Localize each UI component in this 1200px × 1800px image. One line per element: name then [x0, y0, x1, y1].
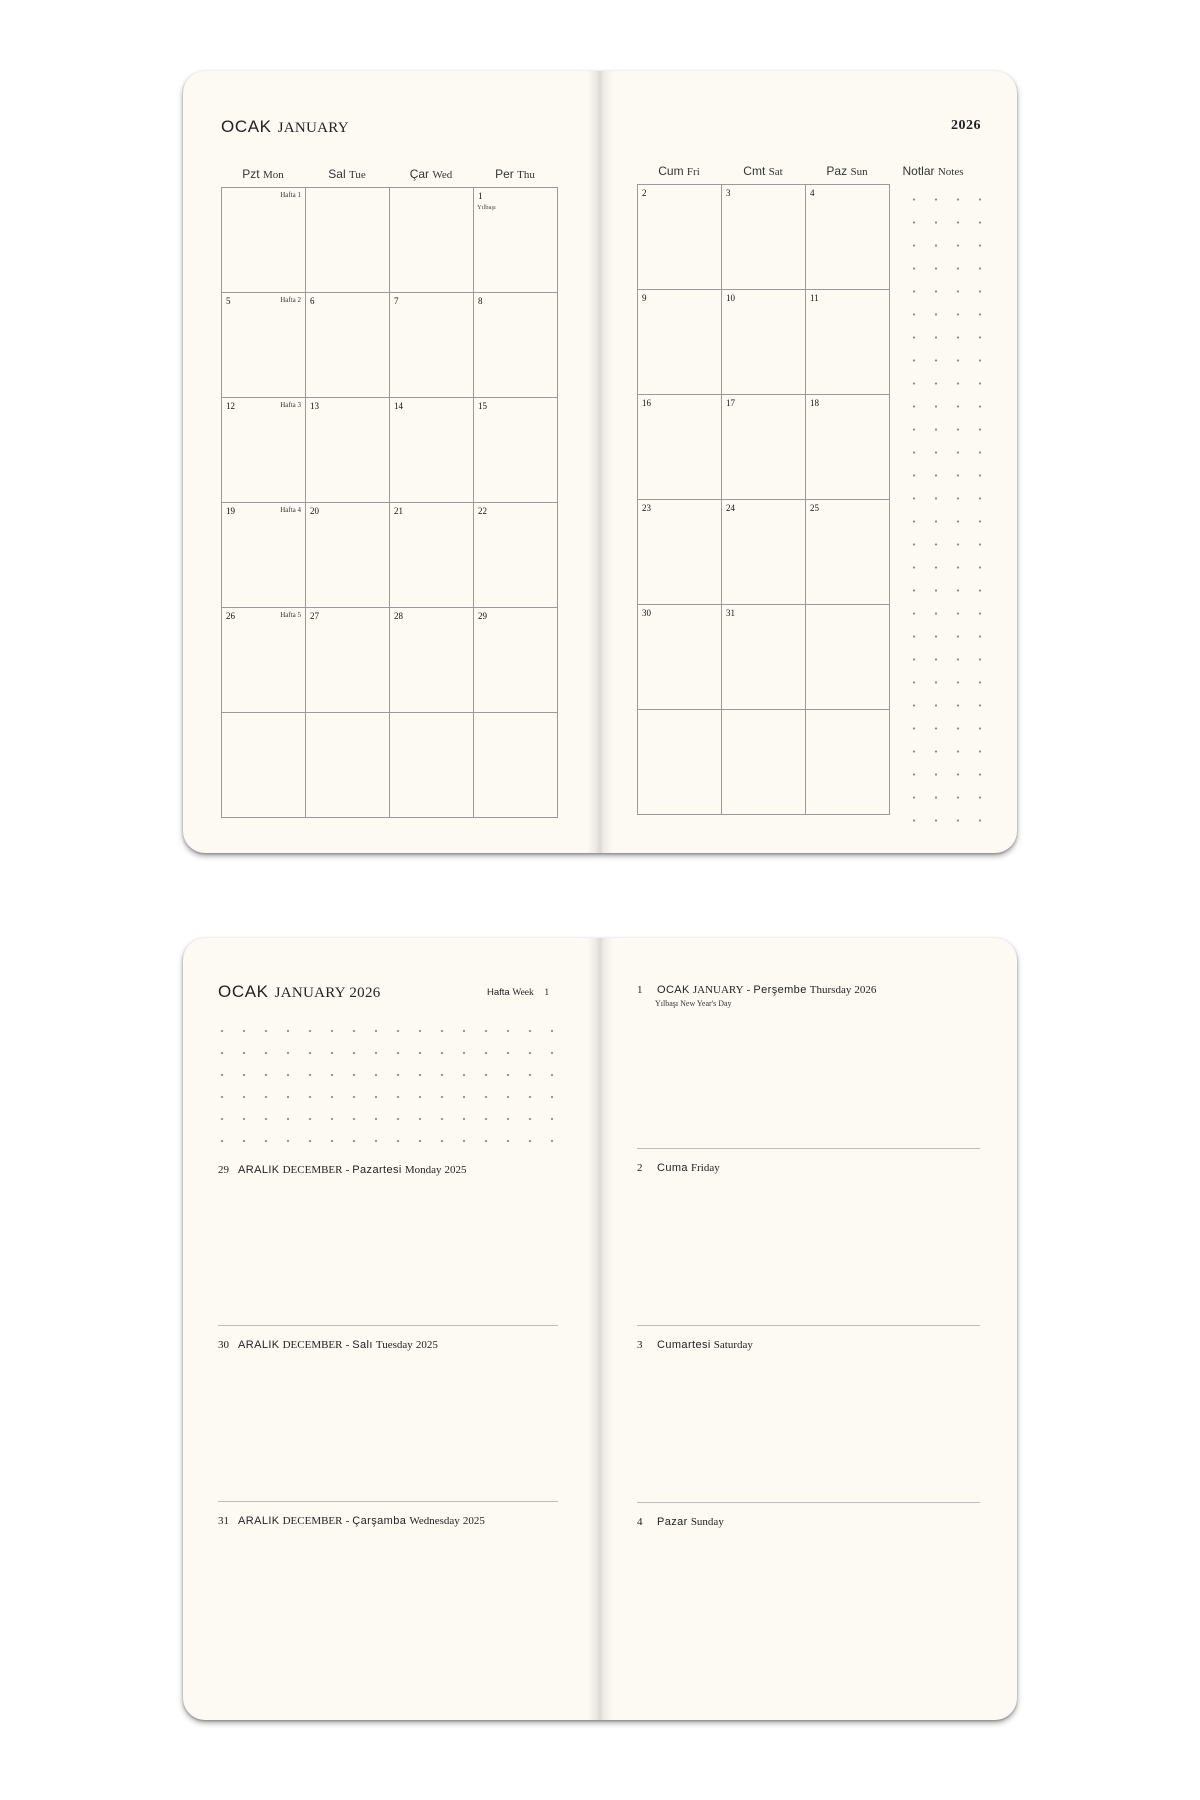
day-number: 30 — [642, 608, 651, 618]
calendar-day-cell[interactable] — [722, 185, 806, 290]
calendar-day-cell[interactable] — [722, 500, 806, 605]
day-entry-weekday-en: Sunday — [690, 1516, 724, 1528]
day-number: 12 — [226, 401, 235, 411]
day-entry-month-en: DECEMBER — [282, 1164, 343, 1176]
day-entry-weekday-en: Saturday — [713, 1339, 753, 1351]
calendar-day-cell[interactable] — [474, 713, 558, 818]
notes-header-tr: Notlar — [902, 164, 935, 178]
day-entry-year: 2025 — [415, 1339, 438, 1351]
day-entry-heading[interactable] — [218, 1164, 467, 1176]
calendar-day-cell[interactable] — [306, 713, 390, 818]
day-entry-heading[interactable] — [218, 1339, 438, 1351]
week-number: 1 — [544, 988, 550, 998]
book-gutter — [587, 938, 613, 1720]
day-header-en: Tue — [348, 169, 366, 181]
weekly-title-en: JANUARY 2026 — [274, 985, 381, 1001]
calendar-day-cell[interactable] — [390, 293, 474, 398]
calendar-day-cell[interactable] — [222, 293, 306, 398]
day-number: 27 — [310, 611, 319, 621]
day-entry-month-en: DECEMBER — [282, 1515, 343, 1527]
day-entry-number: 31 — [218, 1515, 229, 1527]
calendar-day-cell[interactable] — [474, 398, 558, 503]
day-entry-separator: - — [345, 1339, 350, 1351]
day-entry-separator: - — [345, 1515, 350, 1527]
day-number: 3 — [726, 188, 731, 198]
day-entry-heading[interactable] — [637, 1339, 753, 1351]
day-entry-weekday-en: Wednesday — [409, 1515, 460, 1527]
right-month-grid — [637, 184, 890, 815]
day-number: 9 — [642, 293, 647, 303]
day-divider — [218, 1501, 558, 1502]
day-number: 23 — [642, 503, 651, 513]
day-header-en: Fri — [686, 166, 700, 178]
day-header — [221, 167, 305, 181]
day-header-tr: Per — [495, 167, 514, 181]
day-header-en: Wed — [432, 169, 453, 181]
day-entry-year: 2026 — [854, 984, 877, 996]
day-header-en: Sat — [768, 166, 783, 178]
day-entry-weekday-tr: Salı — [352, 1339, 373, 1351]
calendar-day-cell[interactable] — [806, 395, 890, 500]
day-number: 2 — [642, 188, 647, 198]
calendar-day-cell[interactable] — [806, 185, 890, 290]
day-header — [473, 167, 557, 181]
day-entry-number: 4 — [637, 1516, 643, 1528]
calendar-day-cell[interactable] — [222, 608, 306, 713]
day-number: 22 — [478, 506, 487, 516]
day-number: 7 — [394, 296, 399, 306]
day-entry-year: 2025 — [444, 1164, 467, 1176]
day-entry-heading[interactable] — [637, 1162, 720, 1174]
calendar-day-cell[interactable] — [222, 713, 306, 818]
week-number-label: Hafta 1 — [280, 191, 301, 199]
calendar-day-cell[interactable] — [474, 188, 558, 293]
day-divider — [637, 1148, 980, 1149]
day-header — [805, 164, 889, 178]
day-header-en: Thu — [517, 169, 535, 181]
day-divider — [637, 1325, 980, 1326]
year-label: 2026 — [951, 118, 981, 133]
day-number: 29 — [478, 611, 487, 621]
calendar-day-cell[interactable] — [722, 395, 806, 500]
week-number-label: Hafta 5 — [280, 611, 301, 619]
calendar-day-cell[interactable] — [306, 398, 390, 503]
day-entry-weekday-tr: Cuma — [657, 1162, 688, 1174]
calendar-day-cell[interactable] — [390, 503, 474, 608]
day-number: 17 — [726, 398, 735, 408]
week-label-tr: Hafta — [487, 987, 510, 998]
day-entry-weekday-tr: Perşembe — [753, 984, 807, 996]
calendar-day-cell[interactable] — [806, 605, 890, 710]
day-entry-number: 2 — [637, 1162, 643, 1174]
notes-dot-grid — [903, 188, 991, 828]
calendar-day-cell[interactable] — [474, 503, 558, 608]
day-number: 5 — [226, 296, 231, 306]
day-header-tr: Pzt — [242, 167, 260, 181]
calendar-day-cell[interactable] — [638, 185, 722, 290]
day-number: 21 — [394, 506, 403, 516]
day-number: 13 — [310, 401, 319, 411]
day-number: 10 — [726, 293, 735, 303]
day-entry-separator: - — [345, 1164, 350, 1176]
holiday-note: Yılbaşı — [477, 204, 496, 211]
calendar-day-cell[interactable] — [390, 188, 474, 293]
calendar-day-cell[interactable] — [722, 605, 806, 710]
day-header — [305, 167, 389, 181]
day-header-tr: Sal — [328, 167, 346, 181]
day-header-en: Mon — [262, 169, 284, 181]
day-number: 25 — [810, 503, 819, 513]
week-number-label: Hafta 2 — [280, 296, 301, 304]
day-header-en: Sun — [850, 166, 868, 178]
month-title-tr: OCAK — [221, 117, 272, 136]
week-number-label: Hafta 3 — [280, 401, 301, 409]
day-number: 11 — [810, 293, 819, 303]
calendar-day-cell[interactable] — [222, 398, 306, 503]
monthly-planner-spread — [183, 71, 1017, 853]
day-number: 1 — [478, 191, 483, 201]
day-entry-heading[interactable] — [637, 984, 876, 996]
calendar-day-cell[interactable] — [722, 290, 806, 395]
day-number: 6 — [310, 296, 315, 306]
calendar-day-cell[interactable] — [306, 608, 390, 713]
calendar-day-cell[interactable] — [474, 608, 558, 713]
notes-header-en: Notes — [937, 166, 964, 178]
calendar-day-cell[interactable] — [638, 500, 722, 605]
left-month-grid — [221, 187, 558, 818]
calendar-day-cell[interactable] — [306, 188, 390, 293]
day-entry-number: 1 — [637, 984, 643, 996]
day-number: 28 — [394, 611, 403, 621]
calendar-day-cell[interactable] — [390, 398, 474, 503]
week-number-label: Hafta 4 — [280, 506, 301, 514]
day-entry-separator: - — [746, 984, 751, 996]
day-number: 15 — [478, 401, 487, 411]
calendar-day-cell[interactable] — [806, 710, 890, 815]
month-title — [221, 117, 349, 137]
week-label-en: Week — [512, 988, 534, 998]
day-entry-weekday-tr: Pazar — [657, 1516, 688, 1528]
day-entry-heading[interactable] — [637, 1516, 724, 1528]
day-number: 8 — [478, 296, 483, 306]
notes-header — [893, 164, 973, 178]
calendar-day-cell[interactable] — [638, 290, 722, 395]
day-header — [721, 164, 805, 178]
day-entry-weekday-tr: Çarşamba — [352, 1515, 407, 1527]
day-entry-month-tr: OCAK — [657, 984, 690, 996]
week-label — [487, 987, 549, 998]
day-number: 18 — [810, 398, 819, 408]
day-number: 4 — [810, 188, 815, 198]
day-header-tr: Cum — [658, 164, 684, 178]
day-divider — [637, 1502, 980, 1503]
calendar-day-cell[interactable] — [222, 503, 306, 608]
day-entry-month-tr: ARALIK — [238, 1339, 280, 1351]
day-number: 19 — [226, 506, 235, 516]
day-entry-month-tr: ARALIK — [238, 1164, 280, 1176]
day-header — [389, 167, 473, 181]
day-number: 26 — [226, 611, 235, 621]
day-number: 14 — [394, 401, 403, 411]
calendar-day-cell[interactable] — [806, 290, 890, 395]
day-entry-month-en: DECEMBER — [282, 1339, 343, 1351]
day-entry-number: 29 — [218, 1164, 229, 1176]
month-title-en: JANUARY — [277, 120, 349, 136]
calendar-day-cell[interactable] — [806, 500, 890, 605]
day-entry-number: 30 — [218, 1339, 229, 1351]
calendar-day-cell[interactable] — [306, 503, 390, 608]
weekly-dot-grid — [211, 1020, 559, 1155]
day-entry-month-en: JANUARY — [692, 984, 744, 996]
day-entry-weekday-en: Tuesday — [375, 1339, 413, 1351]
day-entry-year: 2025 — [462, 1515, 485, 1527]
day-entry-weekday-en: Friday — [691, 1162, 720, 1174]
day-header-tr: Paz — [826, 164, 848, 178]
day-number: 16 — [642, 398, 651, 408]
day-number: 24 — [726, 503, 735, 513]
day-header — [637, 164, 721, 178]
day-entry-weekday-tr: Pazartesi — [352, 1164, 402, 1176]
day-number: 31 — [726, 608, 735, 618]
day-number: 20 — [310, 506, 319, 516]
weekly-title-tr: OCAK — [218, 982, 269, 1001]
day-header-tr: Çar — [409, 167, 430, 181]
day-header-tr: Cmt — [743, 164, 766, 178]
day-entry-weekday-en: Monday — [404, 1164, 442, 1176]
day-entry-heading[interactable] — [218, 1515, 485, 1527]
calendar-day-cell[interactable] — [474, 293, 558, 398]
day-entry-month-tr: ARALIK — [238, 1515, 280, 1527]
calendar-day-cell[interactable] — [390, 608, 474, 713]
calendar-day-cell[interactable] — [222, 188, 306, 293]
weekly-title — [218, 982, 381, 1002]
weekly-planner-spread — [183, 938, 1017, 1720]
calendar-day-cell[interactable] — [638, 710, 722, 815]
calendar-day-cell[interactable] — [638, 395, 722, 500]
day-divider — [218, 1325, 558, 1326]
day-entry-number: 3 — [637, 1339, 643, 1351]
holiday-note: Yılbaşı New Year's Day — [655, 999, 732, 1008]
day-entry-weekday-en: Thursday — [809, 984, 852, 996]
book-gutter — [587, 71, 613, 853]
calendar-day-cell[interactable] — [722, 710, 806, 815]
day-entry-weekday-tr: Cumartesi — [657, 1339, 711, 1351]
calendar-day-cell[interactable] — [306, 293, 390, 398]
calendar-day-cell[interactable] — [638, 605, 722, 710]
calendar-day-cell[interactable] — [390, 713, 474, 818]
